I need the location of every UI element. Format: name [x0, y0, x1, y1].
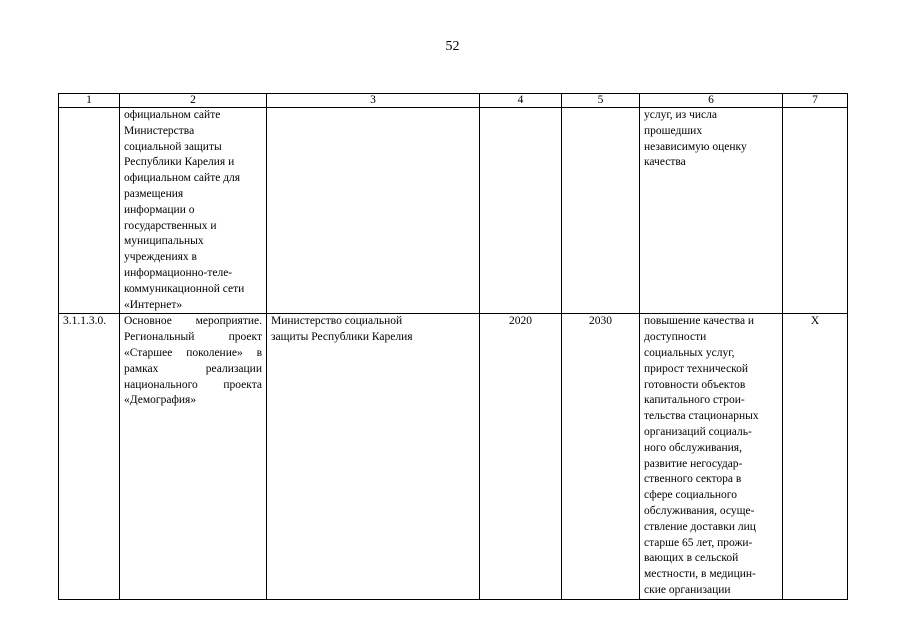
header-col-7: 7 [783, 94, 848, 108]
row2-col7: X [783, 314, 848, 599]
row2-col2-text [124, 314, 262, 409]
row1-col6-text [644, 108, 778, 171]
text-line: «Демография» [124, 394, 197, 407]
text-line: ственного сектора в [644, 473, 742, 486]
text-line: ного обслуживания, [644, 441, 742, 454]
text-line: ствление доставки лиц [644, 520, 756, 533]
text-line: рамках реализации [124, 362, 262, 375]
text-line: прошедших [644, 124, 703, 137]
text-line: Министерство социальной [271, 315, 403, 328]
row1-col4 [480, 108, 562, 314]
row1-col1 [59, 108, 120, 314]
text-line: повышение качества и [644, 315, 755, 328]
text-line: социальной защиты [124, 140, 222, 153]
row2-col6-text [644, 314, 778, 598]
text-line: независимую оценку [644, 140, 747, 153]
text-line: Региональный проект [124, 331, 262, 344]
text-line: социальных услуг, [644, 346, 735, 359]
header-row [59, 94, 848, 108]
row2-col6 [640, 314, 783, 599]
text-line: доступности [644, 331, 707, 344]
table-row [59, 108, 848, 314]
text-line: качества [644, 156, 686, 169]
text-line: готовности объектов [644, 378, 746, 391]
row2-col2 [120, 314, 267, 599]
header-col-5: 5 [562, 94, 640, 108]
text-line: старше 65 лет, прожи- [644, 536, 753, 549]
text-line: Республики Карелия и [124, 156, 235, 169]
text-line: официальном сайте [124, 109, 221, 121]
text-line: информации о [124, 203, 195, 216]
row2-col4: 2020 [480, 314, 562, 599]
row2-col3 [267, 314, 480, 599]
text-line: ские организации [644, 583, 731, 596]
text-line: «Старшее поколение» в [124, 346, 262, 359]
document-table [58, 93, 848, 600]
text-line: развитие негосудар- [644, 457, 743, 470]
text-line: организаций социаль- [644, 425, 752, 438]
text-line: Основное мероприятие. [124, 315, 262, 328]
text-line: государственных и [124, 219, 217, 232]
text-line: муниципальных [124, 235, 204, 248]
text-line: тельства стационарных [644, 410, 759, 423]
text-line: капитального строи- [644, 394, 745, 407]
row1-col7 [783, 108, 848, 314]
row2-col1: 3.1.1.3.0. [59, 314, 120, 599]
row1-col2-text [124, 108, 262, 313]
table-row [59, 314, 848, 599]
header-col-3: 3 [267, 94, 480, 108]
text-line: национального проекта [124, 378, 262, 391]
header-col-1: 1 [59, 94, 120, 108]
text-line: размещения [124, 187, 184, 200]
text-line: официальном сайте для [124, 172, 241, 185]
header-col-6: 6 [640, 94, 783, 108]
row1-col2 [120, 108, 267, 314]
page-number: 52 [445, 39, 460, 54]
row1-col3 [267, 108, 480, 314]
row2-col3-text [271, 314, 475, 346]
text-line: сфере социального [644, 489, 737, 502]
text-line: Министерства [124, 124, 195, 137]
text-line: вающих в сельской [644, 552, 739, 565]
text-line: учреждениях в [124, 251, 197, 264]
row1-col6 [640, 108, 783, 314]
header-col-2: 2 [120, 94, 267, 108]
text-line: «Интернет» [124, 298, 183, 311]
text-line: местности, в медицин- [644, 568, 756, 581]
text-line: обслуживания, осуще- [644, 504, 755, 517]
text-line: прирост технической [644, 362, 749, 375]
row2-col5: 2030 [562, 314, 640, 599]
text-line: коммуникационной сети [124, 282, 245, 295]
text-line: услуг, из числа [644, 109, 717, 121]
row1-col5 [562, 108, 640, 314]
text-line: информационно-теле- [124, 266, 233, 279]
text-line: защиты Республики Карелия [271, 331, 413, 344]
header-col-4: 4 [480, 94, 562, 108]
